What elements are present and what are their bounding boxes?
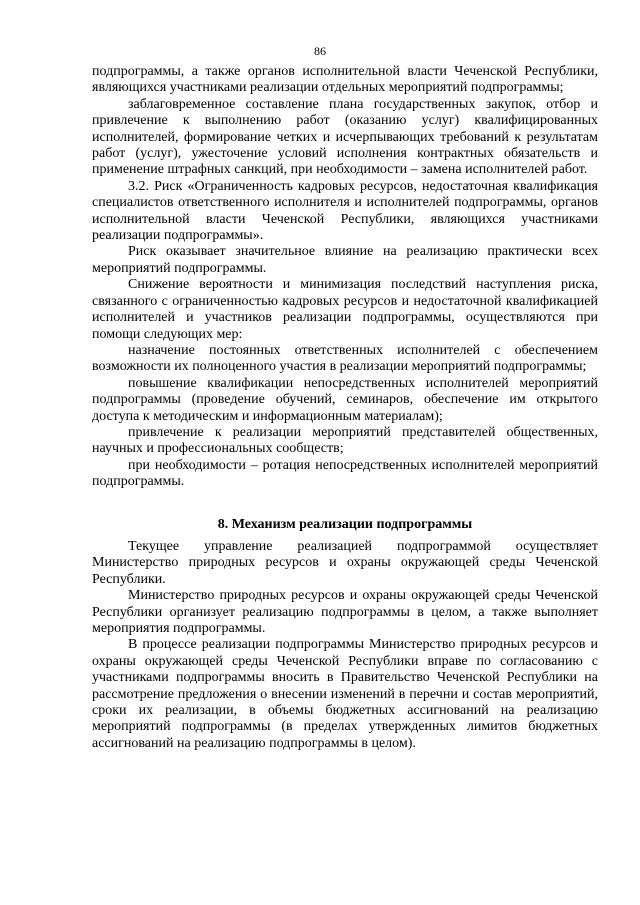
paragraph: Текущее управление реализацией подпрограммой осуществляет Министерство природных ресурсов и охраны окружающей среды Чеченской Республики. bbox=[92, 538, 598, 587]
section-heading: 8. Механизм реализации подпрограммы bbox=[217, 516, 473, 532]
page-number: 86 bbox=[314, 44, 326, 58]
paragraph: Риск оказывает значительное влияние на реализацию практически всех мероприятий подпрограммы. bbox=[92, 244, 598, 276]
paragraph: повышение квалификации непосредственных исполнителей мероприятий подпрограммы (проведение обучений, семинаров, обеспечение им открытого доступа к методическим и информационным материалам); bbox=[92, 375, 598, 424]
paragraph-continuation: подпрограммы, а также органов исполнительной власти Чеченской Республики, являющихся участниками реализации отдельных мероприятий подпрограммы; bbox=[92, 64, 598, 96]
paragraph: Министерство природных ресурсов и охраны окружающей среды Чеченской Республики организует реализацию подпрограммы в целом, а также выполняет мероприятия подпрограммы. bbox=[92, 588, 598, 636]
paragraph: Снижение вероятности и минимизация последствий наступления риска, связанного с ограниченностью кадровых ресурсов и недостаточной квалификацией исполнителей и участников реализации подпрограммы, осуществляются при помощи следующих мер: bbox=[92, 277, 598, 342]
paragraph: привлечение к реализации мероприятий представителей общественных, научных и профессиональных сообществ; bbox=[92, 424, 598, 457]
paragraph: заблаговременное составление плана государственных закупок, отбор и привлечение к выполнению работ (оказанию услуг) квалифицированных исполнителей, формирование четких и исчерпывающих требований к результатам работ (услуг), ужесточение условий исполнения контрактных обязательств и применение штрафных санкций, при необходимости – замена исполнителей работ. bbox=[92, 96, 598, 178]
paragraph: назначение постоянных ответственных исполнителей с обеспечением возможности их полноценного участия в реализации мероприятий подпрограммы; bbox=[92, 342, 598, 375]
paragraph: В процессе реализации подпрограммы Министерство природных ресурсов и охраны окружающей среды Чеченской Республики вправе по согласованию с участниками подпрограммы вносить в Правительство Чеченской Республики на рассмотрение предложения о внесении изменений в перечни и состав мероприятий, сроки их реализации, в объемы бюджетных ассигнований на реализацию мероприятий подпрограммы (в пределах утвержденных лимитов бюджетных ассигнований на реализацию подпрограммы в целом). bbox=[92, 637, 598, 751]
paragraph-risk-3-2: 3.2. Риск «Ограниченность кадровых ресурсов, недостаточная квалификация специалистов ответственного исполнителя и исполнителей подпрограммы, органов исполнительной власти Чеченской Республики, являющихся участниками реализации подпрограммы». bbox=[92, 178, 598, 244]
page-content bbox=[92, 64, 598, 752]
paragraph: при необходимости – ротация непосредственных исполнителей мероприятий подпрограммы. bbox=[92, 457, 598, 490]
